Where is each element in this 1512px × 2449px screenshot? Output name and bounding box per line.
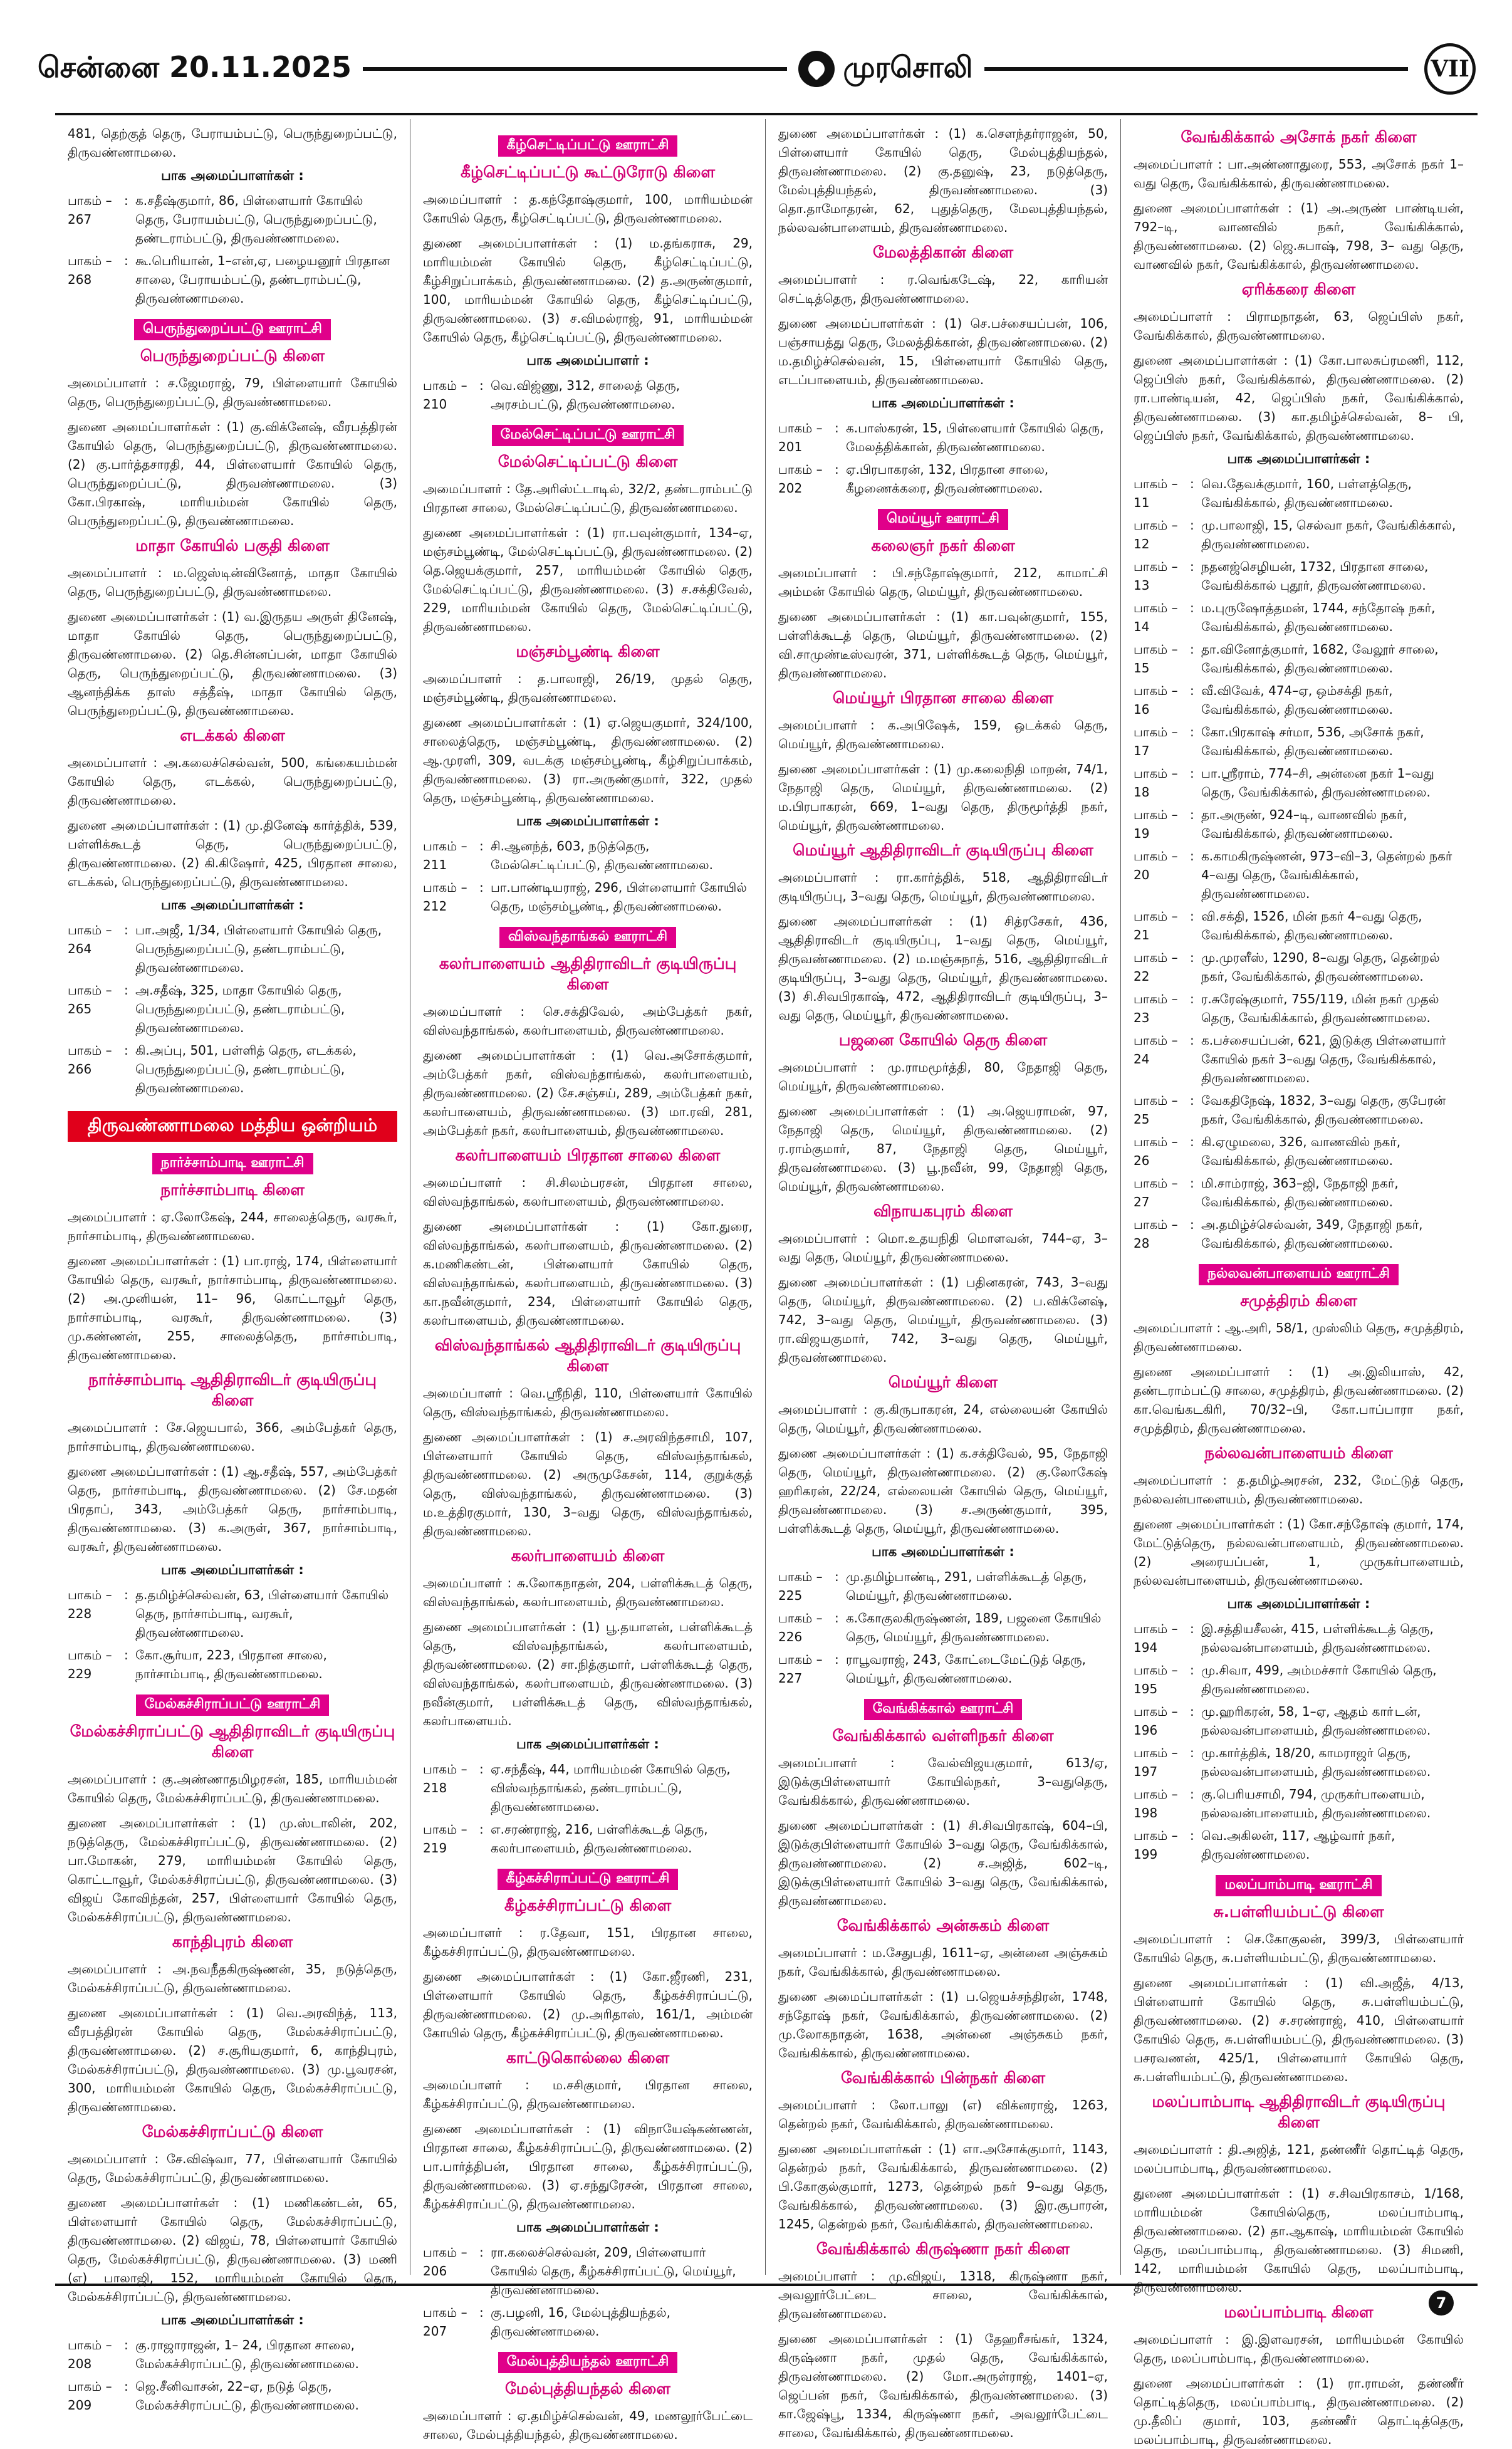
booth-entry: பாகம் – 13 : நதனஜ்செழியன், 1732, பிரதான சாலை, வேங்கிக்கால் புதூர், திருவண்ணாமலை. xyxy=(1134,557,1464,595)
booth-member: ஜெ.சீனிவாசன், 22–ஏ, நடுத் தெரு, மேல்கச்சிராப்பட்டு, திருவண்ணாமலை. xyxy=(135,2379,359,2413)
booth-number: பாகம் – 228 xyxy=(68,1587,112,1621)
booth-entry: பாகம் – 265 : அ.சதீஷ், 325, மாதா கோயில் தெரு, பெருந்துறைப்பட்டு, தண்டராம்பட்டு, திருவண்ணாமலை. xyxy=(68,981,397,1037)
booth-entry: பாகம் – 22 : மு.முரளீஸ், 1290, 8–வது தெரு, தென்றல் நகர், வேங்கிக்கால், திருவண்ணாமலை. xyxy=(1134,948,1464,986)
paragraph: துணை அமைப்பாளர்கள் : (1) மணிகண்டன், 65, பிள்ளையார் கோயில் தெரு, மேல்கச்சிராப்பட்டு, திருவண்ணாமலை. (2) விஜய், 78, பிள்ளையார் கோயில் தெரு, மேல்கச்சிராப்பட்டு, திருவண்ணாமலை. (3) மணி (எ) பாலாஜி, 152, மாரியம்மன் கோயில் தெரு, மேல்கச்சிராப்பட்டு, திருவண்ணாமலை. xyxy=(68,2195,397,2304)
booth-entry: பாகம் – 206 : ரா.கலைச்செல்வன், 209, பிள்ளையார் கோயில் தெரு, கீழ்கச்சிராப்பட்டு, மெய்யூர், திருவண்ணாமலை. xyxy=(423,2243,753,2299)
booth-number: பாகம் – 197 xyxy=(1134,1745,1178,1779)
booth-entry: பாகம் – 12 : மு.பாலாஜி, 15, செல்வா நகர், வேங்கிக்கால், திருவண்ணாமலை. xyxy=(1134,516,1464,553)
panchayat-label: கீழ்கச்சிராப்பட்டு ஊராட்சி xyxy=(498,1869,679,1890)
booth-heading: பாக அமைப்பாளர்கள் : xyxy=(161,1562,304,1577)
booth-number: பாகம் – 23 xyxy=(1134,991,1178,1025)
page-number-badge: 7 xyxy=(1429,2290,1454,2316)
branch-heading: எடக்கல் கிளை xyxy=(180,726,285,744)
branch-heading: மெய்யூர் கிளை xyxy=(888,1373,998,1391)
paragraph: துணை அமைப்பாளர்கள் : (1) மு.ஸ்டாலின், 202, நடுத்தெரு, மேல்கச்சிராப்பட்டு, திருவண்ணாமலை. (2) பா.மோகன், 279, மாரியம்மன் கோயில் தெரு, கொட்டாவூர், மேல்கச்சிராப்பட்டு, திருவண்ணாமலை. (3) விஜய் கோவிந்தன், 257, பிள்ளையார் கோயில் தெரு, மேல்கச்சிராப்பட்டு, திருவண்ணாமலை. xyxy=(68,1815,397,1924)
booth-member: க.காமகிருஷ்ணன், 973–வி–3, தென்றல் நகர் 4–வது தெரு, வேங்கிக்கால், திருவண்ணாமலை. xyxy=(1201,849,1452,901)
booth-entry: பாகம் – 26 : கி.ஏழுமலை, 326, வாணவில் நகர், வேங்கிக்கால், திருவண்ணாமலை. xyxy=(1134,1132,1464,1170)
paragraph: அமைப்பாளர் : சே.ஜெயபால், 366, அம்பேத்கர் தெரு, நார்சாம்பாடி, திருவண்ணாமலை. xyxy=(68,1420,397,1454)
paragraph: துணை அமைப்பாளர்கள் : (1) செ.பச்சையப்பன், 106, பஞ்சாயத்து தெரு, மேலத்திக்கான், திருவண்ணாமலை. (2) ம.தமிழ்ச்செல்வன், 15, பிள்ளையார் கோயில் தெரு, எடப்பாளையம், திருவண்ணாமலை. xyxy=(778,316,1108,387)
panchayat-heading xyxy=(423,1869,753,1890)
booth-entry: பாகம் – 16 : வீ.விவேக், 474–ஏ, ஒம்சக்தி நகர், வேங்கிக்கால், திருவண்ணாமலை. xyxy=(1134,681,1464,719)
panchayat-heading xyxy=(1134,1264,1464,1285)
booth-entry: பாகம் – 28 : அ.தமிழ்ச்செல்வன், 349, நேதாஜி நகர், வேங்கிக்கால், திருவண்ணாமலை. xyxy=(1134,1215,1464,1253)
panchayat-label: மேல்செட்டிப்பட்டு ஊராட்சி xyxy=(492,425,684,446)
booth-member: தா.அருண், 924–டி, வாணவில் நகர், வேங்கிக்கால், திருவண்ணாமலை. xyxy=(1201,807,1407,841)
paragraph: அமைப்பாளர் : ர.தேவா, 151, பிரதான சாலை, கீழ்கச்சிராப்பட்டு, திருவண்ணாமலை. xyxy=(423,1925,753,1959)
booth-entry: பாகம் – 198 : கு.பெரியசாமி, 794, முருகர்பாளையம், நல்லவன்பாளையம், திருவண்ணாமலை. xyxy=(1134,1785,1464,1822)
booth-number: பாகம் – 212 xyxy=(423,880,467,914)
masthead xyxy=(38,44,1476,94)
paragraph: அமைப்பாளர் : மொ.உதயநிதி மொளவன், 744–ஏ, 3–வது தெரு, மெய்யூர், திருவண்ணாமலை. xyxy=(778,1231,1108,1265)
booth-number: பாகம் – 18 xyxy=(1134,766,1178,800)
paragraph: துணை அமைப்பாளர்கள் : (1) தேஹரீசங்கர், 1324, கிருஷ்ணா நகர், முதல் தெரு, வேங்கிக்கால், திருவண்ணாமலை. (2) மோ.அருள்ராஜ், 1401–ஏ, ஜெப்பன் நகர், வேங்கிக்கால், திருவண்ணாமலை. (3) கா.ஜேஷ்பூ, 1334, கிருஷ்ணா நகர், அவலூர்பேட்டை சாலை, வேங்கிக்கால், திருவண்ணாமலை. xyxy=(778,2331,1108,2440)
booth-entry: பாகம் – 199 : வெ.அகிலன், 117, ஆழ்வார் நகர், திருவண்ணாமலை. xyxy=(1134,1826,1464,1864)
paragraph: அமைப்பாளர் : ச.ஜேமராஜ், 79, பிள்ளையார் கோயில் தெரு, பெருந்துறைப்பட்டு, திருவண்ணாமலை. xyxy=(68,375,397,409)
booth-number: பாகம் – 266 xyxy=(68,1043,112,1077)
booth-member: மி.சாம்ராஜ், 363–ஜி, நேதாஜி நகர், வேங்கிக்கால், திருவண்ணாமலை. xyxy=(1201,1176,1399,1209)
paragraph: துணை அமைப்பாளர்கள் : (1) சி.சிவபிரகாஷ், 604–பி, இடுக்குபிள்ளையார் கோயில் 3–வது தெரு, வேங்கிக்கால், திருவண்ணாமலை. (2) ச.அஜித், 602–டி, இடுக்குபிள்ளையார் கோயில் 3–வது தெரு, வேங்கிக்கால், திருவண்ணாமலை. xyxy=(778,1818,1108,1908)
branch-heading: நல்லவன்பாளையம் கிளை xyxy=(1204,1444,1393,1462)
paragraph: அமைப்பாளர் : த.பாலாஜி, 26/19, முதல் தெரு, மஞ்சம்பூண்டி, திருவண்ணாமலை. xyxy=(423,671,753,705)
panchayat-label: நார்ச்சாம்பாடி ஊராட்சி xyxy=(152,1153,313,1174)
paragraph: துணை அமைப்பாளர்கள் : (1) ச.அரவிந்தசாமி, 107, பிள்ளையார் கோயில் தெரு, விஸ்வந்தாங்கல், திருவண்ணாமலை. (2) அருமுகேசன், 114, குறுக்குத் தெரு, விஸ்வந்தாங்கல், திருவண்ணாமலை. (3) ம.உத்திரகுமார், 130, 3–வது தெரு, விஸ்வந்தாங்கல், திருவண்ணாமலை. xyxy=(423,1429,753,1538)
panchayat-heading xyxy=(423,927,753,948)
branch-heading: மலப்பாம்பாடி கிளை xyxy=(1224,2303,1374,2321)
branch-heading: பஜனை கோயில் தெரு கிளை xyxy=(838,1031,1048,1049)
panchayat-heading xyxy=(778,1699,1108,1720)
paragraph: அமைப்பாளர் : ரா.கார்த்திக், 518, ஆதிதிராவிடர் குடியிருப்பு, 3–வது தெரு, மெய்யூர், திருவண்ணாமலை. xyxy=(778,870,1108,904)
paragraph: துணை அமைப்பாளர்கள் : (1) ச.சிவபிரகாசம், 1/168, மாரியம்மன் கோயில்தெரு, மலப்பாம்பாடி, திருவண்ணாமலை. (2) தா.ஆகாஷ், மாரியம்மன் கோயில் தெரு, மலப்பாம்பாடி, திருவண்ணாமலை. (3) சிமணி, 142, மாரியம்மன் கோயில் தெரு, மலப்பாம்பாடி, திருவண்ணாமலை. xyxy=(1134,2186,1464,2295)
paragraph: துணை அமைப்பாளர்கள் : (1) ஆ.சதீஷ், 557, அம்பேத்கர் தெரு, நார்சாம்பாடி, திருவண்ணாமலை. (2) சே.மதன் பிரதாப், 343, அம்பேத்கர் தெரு, நார்சாம்பாடி, திருவண்ணாமலை. (3) க.அருள், 367, நார்சாம்பாடி, வரகூர், திருவண்ணாமலை. xyxy=(68,1464,397,1554)
booth-number: பாகம் – 28 xyxy=(1134,1217,1178,1251)
paragraph: துணை அமைப்பாளர்கள் : (1) அ.ஜெயராமன், 97, நேதாஜி தெரு, மெய்யூர், திருவண்ணாமலை. (2) ர.ராம்குமார், 87, நேதாஜி தெரு, மெய்யூர், திருவண்ணாமலை. (3) பூ.நவீன், 99, நேதாஜி தெரு, மெய்யூர், திருவண்ணாமலை. xyxy=(778,1104,1108,1194)
booth-member: மு.ஹரிகரன், 58, 1–ஏ, ஆதம் காா்டன், நல்லவன்பாளையம், திருவண்ணாமலை. xyxy=(1201,1704,1431,1738)
booth-entry: பாகம் – 264 : பா.அஜீ, 1/34, பிள்ளையார் கோயில் தெரு, பெருந்துறைப்பட்டு, தண்டராம்பட்டு, திருவண்ணாமலை. xyxy=(68,921,397,977)
paragraph: துணை அமைப்பாளர்கள் : (1) பூ.தயாளன், பள்ளிக்கூடத் தெரு, விஸ்வந்தாங்கல், கலர்பாளையம், திருவண்ணாமலை. (2) சா.நித்குமார், பள்ளிக்கூடத் தெரு, விஸ்வந்தாங்கல், கலர்பாளையம், திருவண்ணாமலை. (3) நவீன்குமார், பள்ளிக்கூடத் தெரு, விஸ்வந்தாங்கல், கலர்பாளையம். xyxy=(423,1619,753,1728)
booth-member: சி.ஆனந்த், 603, நடுத்தெரு, மேல்செட்டிப்பட்டு, திருவண்ணாமலை. xyxy=(491,838,714,872)
booth-number: பாகம் – 219 xyxy=(423,1822,467,1856)
branch-heading: மேல்புத்தியந்தல் கிளை xyxy=(505,2379,670,2398)
paragraph: அமைப்பாளர் : க.அபிஷேக், 159, ஒடக்கல் தெரு, மெய்யூர், திருவண்ணாமலை. xyxy=(778,718,1108,751)
booth-entry: பாகம் – 218 : ஏ.சந்தீஷ், 44, மாரியம்மன் கோயில் தெரு, விஸ்வந்தாங்கல், தண்டராம்பட்டு, திருவண்ணாமலை. xyxy=(423,1760,753,1816)
booth-entry: பாகம் – 226 : க.கோகுலகிருஷ்ணன், 189, பஜனை கோயில் தெரு, மெய்யூர், திருவண்ணாமலை. xyxy=(778,1609,1108,1646)
booth-entry: பாகம் – 195 : மு.சிவா, 499, அம்மச்சார் கோயில் தெரு, திருவண்ணாமலை. xyxy=(1134,1661,1464,1698)
booth-number: பாகம் – 210 xyxy=(423,378,467,412)
paragraph: துணை அமைப்பாளர்கள் : (1) பதினகரன், 743, 3–வது தெரு, மெய்யூர், திருவண்ணாமலை. (2) ப.விக்னேஷ், 742, 3–வது தெரு, மெய்யூர், திருவண்ணாமலை. (3) ரா.விஜயகுமார், 742, 3–வது தெரு, மெய்யூர், திருவண்ணாமலை. xyxy=(778,1275,1108,1365)
booth-member: மு.பாலாஜி, 15, செல்வா நகர், வேங்கிக்கால், திருவண்ணாமலை. xyxy=(1201,518,1456,551)
booth-member: ர.சுரேஷ்குமார், 755/119, மின் நகர் முதல் தெரு, வேங்கிக்கால், திருவண்ணாமலை. xyxy=(1201,991,1439,1025)
booth-number: பாகம் – 206 xyxy=(423,2245,467,2279)
article-columns xyxy=(55,119,1478,2447)
paragraph: துணை அமைப்பாளர்கள் : (1) வெ.அரவிந்த், 113, வீரபத்திரன் கோயில் தெரு, மேல்கச்சிராப்பட்டு, திருவண்ணாமலை. (2) ச.சூரியகுமார், 6, காந்திபுரம், மேல்கச்சிராப்பட்டு, திருவண்ணாமலை. (3) மு.பூவரசன், 300, மாரியம்மன் கோயில் தெரு, மேல்கச்சிராப்பட்டு, திருவண்ணாமலை. xyxy=(68,2005,397,2114)
booth-member: க.பாஸ்கரன், 15, பிள்ளையார் கோயில் தெரு, மேலத்திக்கான், திருவண்ணாமலை. xyxy=(846,420,1104,454)
booth-entry: பாகம் – 212 : பா.பாண்டியராஜ், 296, பிள்ளையார் கோயில் தெரு, மஞ்சம்பூண்டி, திருவண்ணாமலை. xyxy=(423,878,753,916)
booth-entry: பாகம் – 20 : க.காமகிருஷ்ணன், 973–வி–3, தென்றல் நகர் 4–வது தெரு, வேங்கிக்கால், திருவண்ணாமலை. xyxy=(1134,847,1464,903)
panchayat-label: மேல்கச்சிராப்பட்டு ஊராட்சி xyxy=(136,1694,330,1716)
booth-entry: பாகம் – 229 : கோ.சூர்யா, 223, பிரதான சாலை, நார்சாம்பாடி, திருவண்ணாமலை. xyxy=(68,1646,397,1683)
paragraph: அமைப்பாளர் : அ.கலைச்செல்வன், 500, கங்கையம்மன் கோயில் தெரு, எடக்கல், பெருந்துறைப்பட்டு, திருவண்ணாமலை. xyxy=(68,755,397,808)
paragraph: அமைப்பாளர் : ஆ.அரி, 58/1, முஸ்லிம் தெரு, சமுத்திரம், திருவண்ணாமலை. xyxy=(1134,1320,1464,1354)
newspaper-logo xyxy=(798,50,973,88)
paragraph: அமைப்பாளர் : சு.லோகநாதன், 204, பள்ளிக்கூடத் தெரு, விஸ்வந்தாங்கல், கலர்பாளையம், திருவண்ணாமலை. xyxy=(423,1575,753,1609)
paragraph: அமைப்பாளர் : கு.கிருபாகரன், 24, எல்லையன் கோயில் தெரு, மெய்யூர், திருவண்ணாமலை. xyxy=(778,1402,1108,1436)
branch-heading: வேங்கிக்கால் வள்ளிநகர் கிளை xyxy=(832,1726,1054,1745)
booth-heading: பாக அமைப்பாளர்கள் : xyxy=(872,395,1014,410)
paragraph: அமைப்பாளர் : செ.சக்திவேல், அம்பேத்கர் நகர், விஸ்வந்தாங்கல், கலர்பாளையம், திருவண்ணாமலை. xyxy=(423,1004,753,1038)
paragraph: துணை அமைப்பாளர்கள் : (1) க.சௌந்தர்ராஜன், 50, பிள்ளையார் கோயில் தெரு, மேல்புத்தியந்தல், திருவண்ணாமலை. (2) கு.தனுஷ், 23, நடுத்தெரு, மேல்புத்தியந்தல், திருவண்ணாமலை. (3) தொ.தாமோதரன், 62, புதுத்தெரு, மேலபுத்தியந்தல், நல்லவன்பாளையம், திருவண்ணாமலை. xyxy=(778,126,1108,235)
booth-heading: பாக அமைப்பாளர்கள் : xyxy=(872,1544,1014,1559)
booth-member: நதனஜ்செழியன், 1732, பிரதான சாலை, வேங்கிக்கால் புதூர், திருவண்ணாமலை. xyxy=(1201,559,1429,593)
panchayat-label: மேல்புத்தியந்தல் ஊராட்சி xyxy=(498,2352,678,2373)
branch-heading: நார்ச்சாம்பாடி ஆதிதிராவிடர் குடியிருப்பு கிளை xyxy=(88,1371,377,1409)
booth-number: பாகம் – 27 xyxy=(1134,1176,1178,1209)
paragraph: துணை அமைப்பாளர்கள் : (1) வ.இருதய அருள் தினேஷ், மாதா கோயில் தெரு, பெருந்துறைப்பட்டு, திருவண்ணாமலை. (2) தெ.சின்னப்பன், மாதா கோயில் தெரு, பெருந்துறைப்பட்டு, திருவண்ணாமலை. (3) ஆனந்திக்க தாஸ் சத்தீஷ், மாதா கோயில் தெரு, பெருந்துறைப்பட்டு, திருவண்ணாமலை. xyxy=(68,609,397,718)
paragraph: அமைப்பாளர் : மு.விஜய், 1318, கிருஷ்ணா நகர், அவலூர்பேட்டை சாலை, வேங்கிக்கால், திருவண்ணாமலை. xyxy=(778,2269,1108,2321)
branch-heading: மெய்யூர் பிரதான சாலை கிளை xyxy=(832,689,1054,707)
booth-entry: பாகம் – 11 : வெ.தேவக்குமார், 160, பள்ளத்தெரு, வேங்கிக்கால், திருவண்ணாமலை. xyxy=(1134,474,1464,512)
booth-number: பாகம் – 227 xyxy=(778,1652,823,1686)
branch-heading: விஸ்வந்தாங்கல் ஆதிதிராவிடர் குடியிருப்பு கிளை xyxy=(434,1336,741,1375)
panchayat-heading xyxy=(423,2352,753,2373)
paragraph: துணை அமைப்பாளர்கள் : (1) கோ.ஜீரணி, 231, பிள்ளையார் கோயில் தெரு, கீழ்கச்சிராப்பட்டு, திருவண்ணாமலை. (2) மு.அரிதாஸ், 161/1, அம்மன் கோயில் தெரு, கீழ்கச்சிராப்பட்டு, திருவண்ணாமலை. xyxy=(423,1969,753,2040)
booth-number: பாகம் – 16 xyxy=(1134,683,1178,717)
booth-heading: பாக அமைப்பாளர்கள் : xyxy=(161,897,304,912)
branch-heading: காட்டுகொல்லை கிளை xyxy=(506,2049,670,2067)
paragraph: துணை அமைப்பாளர்கள் : (1) ம.தங்கராசு, 29, மாரியம்மன் கோயில் தெரு, கீழ்செட்டிப்பட்டு, கீழ்சிறுப்பாக்கம், திருவண்ணாமலை. (2) த.அருண்குமார், 100, மாரியம்மன் கோயில் தெரு, கீழ்செட்டிப்பட்டு, திருவண்ணாமலை. (3) ச.விமல்ராஜ், 91, மாரியம்மன் கோயில் தெரு, கீழ்செட்டிப்பட்டு, திருவண்ணாமலை. xyxy=(423,236,753,345)
column-1 xyxy=(55,119,410,2413)
booth-entry: பாகம் – 219 : எ.சரண்ராஜ், 216, பள்ளிக்கூடத் தெரு, கலர்பாளையம், திருவண்ணாமலை. xyxy=(423,1820,753,1857)
paragraph: அமைப்பாளர் : ஏ.தமிழ்ச்செல்வன், 49, மணலூர்பேட்டை சாலை, மேல்புத்தியந்தல், திருவண்ணாமலை. xyxy=(423,2408,753,2442)
paragraph: அமைப்பாளர் : த.தமிழ்அரசன், 232, மேட்டுத் தெரு, நல்லவன்பாளையம், திருவண்ணாமலை. xyxy=(1134,1473,1464,1506)
paragraph: துணை அமைப்பாளர்கள் : (1) கோ.பாலசுப்ரமணி, 112, ஜெப்பிஸ் நகர், வேங்கிக்கால், திருவண்ணாமலை. (2) ரா.பாண்டியன், 42, ஜெப்பிஸ் நகர், வேங்கிக்கால், திருவண்ணாமலை. (3) கா.தமிழ்ச்செல்வன், 8– பி, ஜெப்பிஸ் நகர், வேங்கிக்கால், திருவண்ணாமலை. xyxy=(1134,353,1464,443)
panchayat-label: மெய்யூர் ஊராட்சி xyxy=(878,509,1008,530)
booth-heading: பாக அமைப்பாளர்கள் : xyxy=(516,813,659,828)
booth-member: வேகதிநேஷ், 1832, 3–வது தெரு, குபேரன் நகர், வேங்கிக்கால், திருவண்ணாமலை. xyxy=(1201,1093,1446,1127)
paragraph: துணை அமைப்பாளர்கள் : (1) அ.அருண் பாண்டியன், 792–டி, வாணவில் நகர், வேங்கிக்கால், திருவண்ணாமலை. (2) ஜெ.சுபாஷ், 798, 3– வது தெரு, வாணவில் நகர், வேங்கிக்கால், திருவண்ணாமலை. xyxy=(1134,201,1464,272)
booth-number: பாகம் – 265 xyxy=(68,983,112,1016)
paragraph: அமைப்பாளர் : சே.விஷ்வா, 77, பிள்ளையார் கோயில் தெரு, மேல்கச்சிராப்பட்டு, திருவண்ணாமலை. xyxy=(68,2151,397,2185)
booth-member: வெ.தேவக்குமார், 160, பள்ளத்தெரு, வேங்கிக்கால், திருவண்ணாமலை. xyxy=(1201,476,1412,510)
paragraph: துணை அமைப்பாளர்கள் : (1) பா.ராஜ், 174, பிள்ளையார் கோயில் தெரு, வரகூர், நார்சாம்பாடி, திருவண்ணாமலை. (2) அ.முனியன், 11– 96, கொட்டாவூர் தெரு, நார்சாம்பாடி, வரகூர், திருவண்ணாமலை. (3) மு.கண்ணன், 255, சாலைத்தெரு, நார்சாம்பாடி, திருவண்ணாமலை. xyxy=(68,1253,397,1362)
branch-heading: மாதா கோயில் பகுதி கிளை xyxy=(135,536,330,555)
booth-member: மு.முரளீஸ், 1290, 8–வது தெரு, தென்றல் நகர், வேங்கிக்கால், திருவண்ணாமலை. xyxy=(1201,950,1440,984)
paragraph: துணை அமைப்பாளர்கள் : (1) மு.கலைநிதி மாறன், 74/1, நேதாஜி தெரு, மெய்யூர், திருவண்ணாமலை. (2) ம.பிரபாகரன், 669, 1–வது தெரு, திருமூர்த்தி நகர், மெய்யூர், திருவண்ணாமலை. xyxy=(778,761,1108,833)
booth-entry: பாகம் – 18 : பா.ஸ்ரீராம், 774–சி, அன்னை நகர் 1–வது தெரு, வேங்கிக்கால், திருவண்ணாமலை. xyxy=(1134,764,1464,802)
booth-entry: பாகம் – 267 : க.சதீஷ்குமார், 86, பிள்ளையார் கோயில் தெரு, பேராயம்பட்டு, பெருந்துறைப்பட்டு, தண்டராம்பட்டு, திருவண்ணாமலை. xyxy=(68,191,397,248)
booth-entry: பாகம் – 208 : கு.ராஜாராஜன், 1– 24, பிரதான சாலை, மேல்கச்சிராப்பட்டு, திருவண்ணாமலை. xyxy=(68,2336,397,2373)
booth-entry: பாகம் – 23 : ர.சுரேஷ்குமார், 755/119, மின் நகர் முதல் தெரு, வேங்கிக்கால், திருவண்ணாமலை. xyxy=(1134,990,1464,1027)
booth-heading: பாக அமைப்பாளர் : xyxy=(526,353,649,368)
union-banner: திருவண்ணாமலை மத்திய ஒன்றியம் xyxy=(68,1111,397,1142)
booth-entry: பாகம் – 194 : இ.சத்தியசீலன், 415, பள்ளிக்கூடத் தெரு, நல்லவன்பாளையம், திருவண்ணாமலை. xyxy=(1134,1619,1464,1657)
paragraph: அமைப்பாளர் : ம.ஜெஸ்டின்வினோத், மாதா கோயில் தெரு, பெருந்துறைப்பட்டு, திருவண்ணாமலை. xyxy=(68,565,397,599)
paragraph: அமைப்பாளர் : செ.கோகுலன், 399/3, பிள்ளையார் கோயில் தெரு, சு.பள்ளியம்பட்டு, திருவண்ணாமலை. xyxy=(1134,1931,1464,1965)
paragraph: துணை அமைப்பாளர்கள் : (1) வி.அஜீத், 4/13, பிள்ளையார் கோயில் தெரு, சு.பள்ளியம்பட்டு, திருவண்ணாமலை. (2) ச.சரண்ராஜ், 410, பிள்ளையார் கோயில் தெரு, சு.பள்ளியம்பட்டு, திருவண்ணாமலை. (3) பசரவணன், 425/1, பிள்ளையார் கோயில் தெரு, சு.பள்ளியம்பட்டு, திருவண்ணாமலை. xyxy=(1134,1975,1464,2084)
booth-number: பாகம் – 225 xyxy=(778,1569,823,1603)
booth-number: பாகம் – 209 xyxy=(68,2379,112,2413)
paragraph: அமைப்பாளர் : இ.இளவரசன், மாரியம்மன் கோயில் தெரு, மலப்பாம்பாடி, திருவண்ணாமலை. xyxy=(1134,2332,1464,2366)
branch-heading: சமுத்திரம் கிளை xyxy=(1240,1292,1357,1310)
booth-member: க.கோகுலகிருஷ்ணன், 189, பஜனை கோயில் தெரு, மெய்யூர், திருவண்ணாமலை. xyxy=(846,1611,1102,1644)
booth-entry: பாகம் – 25 : வேகதிநேஷ், 1832, 3–வது தெரு, குபேரன் நகர், வேங்கிக்கால், திருவண்ணாமலை. xyxy=(1134,1091,1464,1129)
booth-member: க.பச்சையப்பன், 621, இடுக்கு பிள்ளையார் கோயில் நகர் 3–வது தெரு, வேங்கிக்கால், திருவண்ணாமலை. xyxy=(1201,1033,1446,1085)
booth-member: கு.பெரியசாமி, 794, முருகர்பாளையம், நல்லவன்பாளையம், திருவண்ணாமலை. xyxy=(1201,1787,1431,1820)
paragraph: துணை அமைப்பாளர்கள் : (1) ஏ.ஜெயகுமார், 324/100, சாலைத்தெரு, மஞ்சம்பூண்டி, திருவண்ணாமலை. (2) ஆ.முரளி, 309, வடக்கு மஞ்சம்பூண்டி, கீழ்சிறுப்பாக்கம், திருவண்ணாமலை. (3) ரா.அருண்குமார், 322, முதல் தெரு, மஞ்சம்பூண்டி, திருவண்ணாமலை. xyxy=(423,715,753,805)
booth-entry: பாகம் – 228 : த.தமிழ்ச்செல்வன், 63, பிள்ளையார் கோயில் தெரு, நார்சாம்பாடி, வரகூர், திருவண்ணாமலை. xyxy=(68,1585,397,1642)
paragraph: அமைப்பாளர் : ம.சசிகுமார், பிரதான சாலை, கீழ்கச்சிராப்பட்டு, திருவண்ணாமலை. xyxy=(423,2077,753,2111)
booth-entry: பாகம் – 210 : வெ.விஜ்ணு, 312, சாலைத் தெரு, அரசம்பட்டு, திருவண்ணாமலை. xyxy=(423,376,753,414)
booth-number: பாகம் – 226 xyxy=(778,1611,823,1644)
booth-member: கி.ஏழுமலை, 326, வாணவில் நகர், வேங்கிக்கால், திருவண்ணாமலை. xyxy=(1201,1134,1401,1168)
booth-number: பாகம் – 25 xyxy=(1134,1093,1178,1127)
booth-number: பாகம் – 22 xyxy=(1134,950,1178,984)
booth-member: வி.சக்தி, 1526, மின் நகர் 4–வது தெரு, வேங்கிக்கால், திருவண்ணாமலை. xyxy=(1201,909,1422,943)
paragraph: துணை அமைப்பாளர்கள் : (1) கு.விக்னேஷ், வீரபத்திரன் கோயில் தெரு, பெருந்துறைப்பட்டு, திருவண்ணாமலை. (2) கு.பார்த்தசாரதி, 44, பிள்ளையார் கோயில் தெரு, பெருந்துறைப்பட்டு, திருவண்ணாமலை. (3) கோ.பிரகாஷ், மாரியம்மன் கோயில் தெரு, பெருந்துறைப்பட்டு, திருவண்ணாமலை. xyxy=(68,419,397,528)
booth-member: அ.சதீஷ், 325, மாதா கோயில் தெரு, பெருந்துறைப்பட்டு, தண்டராம்பட்டு, திருவண்ணாமலை. xyxy=(135,983,345,1035)
panchayat-label: நல்லவன்பாளையம் ஊராட்சி xyxy=(1199,1264,1399,1285)
booth-entry: பாகம் – 202 : ஏ.பிரபாகரன், 132, பிரதான சாலை, கீழணைக்கரை, திருவண்ணாமலை. xyxy=(778,460,1108,498)
booth-member: ராபூவராஜ், 243, கோட்டைமேட்டுத் தெரு, மெய்யூர், திருவண்ணாமலை. xyxy=(846,1652,1087,1686)
booth-heading: பாக அமைப்பாளர்கள் : xyxy=(161,168,304,183)
panchayat-label: பெருந்துறைப்பட்டு ஊராட்சி xyxy=(134,319,331,340)
booth-entry: பாகம் – 14 : ம.புருஷோத்தமன், 1744, சந்தோஷ் நகர், வேங்கிக்கால், திருவண்ணாமலை. xyxy=(1134,598,1464,636)
panchayat-heading xyxy=(68,1153,397,1174)
paragraph: துணை அமைப்பாளர்கள் : (1) எா.அசோக்குமார், 1143, தென்றல் நகர், வேங்கிக்கால், திருவண்ணாமலை. (2) பி.கோகுல்குமார், 1273, தென்றல் நகர் 9–வது தெரு, வேங்கிக்கால், திருவண்ணாமலை. (3) இர.சூபாரன், 1245, தென்றல் நகர், வேங்கிக்கால், திருவண்ணாமலை. xyxy=(778,2141,1108,2232)
booth-number: பாகம் – 268 xyxy=(68,253,112,287)
booth-number: பாகம் – 14 xyxy=(1134,600,1178,634)
panchayat-heading xyxy=(778,509,1108,530)
branch-heading: ஏரிக்கரை கிளை xyxy=(1241,280,1356,298)
booth-number: பாகம் – 26 xyxy=(1134,1134,1178,1168)
masthead-rule-right xyxy=(984,67,1408,71)
booth-member: கோ.பிரகாஷ் சர்மா, 536, அசோக் நகர், வேங்கிக்கால், திருவண்ணாமலை. xyxy=(1201,724,1424,758)
booth-member: வெ.அகிலன், 117, ஆழ்வார் நகர், திருவண்ணாமலை. xyxy=(1201,1828,1395,1862)
paragraph: அமைப்பாளர் : பிராமநாதன், 63, ஜெப்பிஸ் நகர், வேங்கிக்கால், திருவண்ணாமலை. xyxy=(1134,309,1464,343)
branch-heading: வேங்கிக்கால் பின்நகர் கிளை xyxy=(840,2069,1046,2087)
paragraph: அமைப்பாளர் : லோ.பாலு (எ) விக்னராஜ், 1263, தென்றல் நகர், வேங்கிக்கால், திருவண்ணாமலை. xyxy=(778,2097,1108,2131)
paragraph: துணை அமைப்பாளர் : (1) அ.இலியாஸ், 42, தண்டராம்பட்டு சாலை, சமுத்திரம், திருவண்ணாமலை. (2) கா.வெங்கடகிரி, 70/32–பி, கோ.பாப்பாரா நகர், சமுத்திரம், திருவண்ணாமலை. xyxy=(1134,1364,1464,1436)
booth-entry: பாகம் – 196 : மு.ஹரிகரன், 58, 1–ஏ, ஆதம் காா்டன், நல்லவன்பாளையம், திருவண்ணாமலை. xyxy=(1134,1702,1464,1740)
booth-member: மு.கார்த்திக், 18/20, காமராஜர் தெரு, நல்லவன்பாளையம், திருவண்ணாமலை. xyxy=(1201,1745,1431,1779)
booth-entry: பாகம் – 24 : க.பச்சையப்பன், 621, இடுக்கு பிள்ளையார் கோயில் நகர் 3–வது தெரு, வேங்கிக்கால், திருவண்ணாமலை. xyxy=(1134,1031,1464,1087)
column-4 xyxy=(1121,119,1476,2447)
booth-member: இ.சத்தியசீலன், 415, பள்ளிக்கூடத் தெரு, நல்லவன்பாளையம், திருவண்ணாமலை. xyxy=(1201,1621,1434,1655)
panchayat-label: கீழ்செட்டிப்பட்டு ஊராட்சி xyxy=(498,135,678,157)
paragraph: அமைப்பாளர் : பா.அண்ணாதுரை, 553, அசோக் நகர் 1–வது தெரு, வேங்கிக்கால், திருவண்ணாமலை. xyxy=(1134,157,1464,191)
branch-heading: கலர்பாளையம் கிளை xyxy=(511,1547,665,1565)
booth-member: வீ.விவேக், 474–ஏ, ஒம்சக்தி நகர், வேங்கிக்கால், திருவண்ணாமலை. xyxy=(1201,683,1393,717)
booth-member: கு.ராஜாராஜன், 1– 24, பிரதான சாலை, மேல்கச்சிராப்பட்டு, திருவண்ணாமலை. xyxy=(135,2337,359,2371)
booth-entry: பாகம் – 268 : கூ.பெரியான், 1–என்,ஏ, பழையனூர் பிரதான சாலை, பேராயம்பட்டு, தண்டராம்பட்டு, திருவண்ணாமலை. xyxy=(68,251,397,308)
branch-heading: வேங்கிக்கால் கிருஷ்ணா நகர் கிளை xyxy=(816,2240,1070,2258)
branch-heading: மேல்செட்டிப்பட்டு கிளை xyxy=(498,452,678,471)
masthead-rule xyxy=(363,67,786,71)
booth-member: எ.சரண்ராஜ், 216, பள்ளிக்கூடத் தெரு, கலர்பாளையம், திருவண்ணாமலை. xyxy=(491,1822,708,1856)
booth-heading: பாக அமைப்பாளர்கள் : xyxy=(161,2312,304,2327)
booth-number: பாகம் – 19 xyxy=(1134,807,1178,841)
booth-number: பாகம் – 13 xyxy=(1134,559,1178,593)
booth-number: பாகம் – 218 xyxy=(423,1762,467,1795)
paragraph: அமைப்பாளர் : சி.சிலம்பரசன், பிரதான சாலை, விஸ்வந்தாங்கல், கலர்பாளையம், திருவண்ணாமலை. xyxy=(423,1175,753,1209)
booth-member: தா.வினோத்குமார், 1682, வேலூர் சாலை, வேங்கிக்கால், திருவண்ணாமலை. xyxy=(1201,642,1439,676)
paragraph: துணை அமைப்பாளர்கள் : (1) வெ.அசோக்குமார், அம்பேத்கர் நகர், விஸ்வந்தாங்கல், கலர்பாளையம், திருவண்ணாமலை. (2) சே.சஞ்சய், 289, அம்பேத்கர் நகர், கலர்பாளையம், திருவண்ணாமலை. (3) மா.ரவி, 281, அம்பேத்கர் நகர், கலர்பாளையம், திருவண்ணாமலை. xyxy=(423,1048,753,1138)
booth-entry: பாகம் – 197 : மு.கார்த்திக், 18/20, காமராஜர் தெரு, நல்லவன்பாளையம், திருவண்ணாமலை. xyxy=(1134,1743,1464,1781)
booth-number: பாகம் – 199 xyxy=(1134,1828,1178,1862)
booth-member: பா.பாண்டியராஜ், 296, பிள்ளையார் கோயில் தெரு, மஞ்சம்பூண்டி, திருவண்ணாமலை. xyxy=(491,880,747,914)
booth-number: பாகம் – 11 xyxy=(1134,476,1178,510)
paragraph: அமைப்பாளர் : ஏ.லோகேஷ், 244, சாலைத்தெரு, வரகூர், நார்சாம்பாடி, திருவண்ணாமலை. xyxy=(68,1209,397,1243)
booth-entry: பாகம் – 225 : மு.தமிழ்பாண்டி, 291, பள்ளிக்கூடத் தெரு, மெய்யூர், திருவண்ணாமலை. xyxy=(778,1567,1108,1605)
branch-heading: விநாயகபுரம் கிளை xyxy=(873,1202,1013,1220)
booth-member: ரா.கலைச்செல்வன், 209, பிள்ளையார் கோயில் தெரு, கீழ்கச்சிராப்பட்டு, மெய்யூர், திருவண்ணாமலை. xyxy=(491,2245,736,2297)
booth-member: த.தமிழ்ச்செல்வன், 63, பிள்ளையார் கோயில் தெரு, நார்சாம்பாடி, வரகூர், திருவண்ணாமலை. xyxy=(135,1587,389,1640)
paragraph: துணை அமைப்பாளர்கள் : (1) கா.பவுன்குமார், 155, பள்ளிக்கூடத் தெரு, மெய்யூர், திருவண்ணாமலை. (2) வி.சாமுண்டீஸ்வரன், 371, பள்ளிக்கூடத் தெரு, மெய்யூர், திருவண்ணாமலை. xyxy=(778,609,1108,681)
booth-number: பாகம் – 207 xyxy=(423,2305,467,2339)
column-3 xyxy=(766,119,1121,2440)
branch-heading: கீழ்கச்சிராப்பட்டு கிளை xyxy=(504,1896,672,1914)
booth-number: பாகம் – 267 xyxy=(68,193,112,227)
booth-number: பாகம் – 21 xyxy=(1134,909,1178,943)
booth-entry: பாகம் – 17 : கோ.பிரகாஷ் சர்மா, 536, அசோக் நகர், வேங்கிக்கால், திருவண்ணாமலை. xyxy=(1134,723,1464,760)
edition-date: சென்னை 20.11.2025 xyxy=(38,50,352,84)
booth-number: பாகம் – 208 xyxy=(68,2337,112,2371)
booth-number: பாகம் – 201 xyxy=(778,420,823,454)
branch-heading: மஞ்சம்பூண்டி கிளை xyxy=(516,642,660,661)
branch-heading: கலைஞர் நகர் கிளை xyxy=(871,536,1015,555)
newspaper-name: முரசொலி xyxy=(843,50,973,84)
panchayat-heading xyxy=(68,319,397,340)
paragraph: அமைப்பாளர் : வெ.ஸ்ரீநிதி, 110, பிள்ளையார் கோயில் தெரு, விஸ்வந்தாங்கல், திருவண்ணாமலை. xyxy=(423,1386,753,1419)
booth-entry: பாகம் – 19 : தா.அருண், 924–டி, வாணவில் நகர், வேங்கிக்கால், திருவண்ணாமலை. xyxy=(1134,805,1464,843)
booth-member: ம.புருஷோத்தமன், 1744, சந்தோஷ் நகர், வேங்கிக்கால், திருவண்ணாமலை. xyxy=(1201,600,1436,634)
paragraph: துணை அமைப்பாளர்கள் : (1) ரா.ராமன், தண்ணீர் தொட்டித்தெரு, மலப்பாம்பாடி, திருவண்ணாமலை. (2) மு.தீலிப் குமார், 103, தண்ணீர் தொட்டித்தெரு, மலப்பாம்பாடி, திருவண்ணாமலை. xyxy=(1134,2376,1464,2447)
booth-member: க.சதீஷ்குமார், 86, பிள்ளையார் கோயில் தெரு, பேராயம்பட்டு, பெருந்துறைப்பட்டு, தண்டராம்பட்டு, திருவண்ணாமலை. xyxy=(135,193,377,246)
booth-member: கி.அப்பு, 501, பள்ளித் தெரு, எடக்கல், பெருந்துறைப்பட்டு, தண்டராம்பட்டு, திருவண்ணாமலை. xyxy=(135,1043,357,1095)
panchayat-heading xyxy=(423,135,753,157)
paragraph: 481, தெற்குத் தெரு, பேராயம்பட்டு, பெருந்துறைப்பட்டு, திருவண்ணாமலை. xyxy=(68,126,397,160)
booth-heading: பாக அமைப்பாளர்கள் : xyxy=(516,2220,659,2235)
branch-heading: கலர்பாளையம் ஆதிதிராவிடர் குடியிருப்பு கிளை xyxy=(439,954,737,993)
booth-number: பாகம் – 196 xyxy=(1134,1704,1178,1738)
paragraph: அமைப்பாளர் : அ.நவநீதகிருஷ்ணன், 35, நடுத்தெரு, மேல்கச்சிராப்பட்டு, திருவண்ணாமலை. xyxy=(68,1961,397,1995)
paragraph: அமைப்பாளர் : பி.சந்தோஷ்குமார், 212, காமாட்சி அம்மன் கோயில் தெரு, மெய்யூர், திருவண்ணாமலை. xyxy=(778,565,1108,599)
paragraph: அமைப்பாளர் : மு.ராமமூர்த்தி, 80, நேதாஜி தெரு, மெய்யூர், திருவண்ணாமலை. xyxy=(778,1060,1108,1094)
paragraph: துணை அமைப்பாளர்கள் : (1) கோ.சந்தோஷ் குமார், 174, மேட்டுத்தெரு, நல்லவன்பாளையம், திருவண்ணாமலை. (2) அரையப்பன், 1, முருகர்பாளையம், நல்லவன்பாளையம், திருவண்ணாமலை. xyxy=(1134,1517,1464,1588)
booth-member: மு.சிவா, 499, அம்மச்சார் கோயில் தெரு, திருவண்ணாமலை. xyxy=(1201,1663,1437,1696)
branch-heading: கீழ்செட்டிப்பட்டு கூட்டுரோடு கிளை xyxy=(460,163,716,181)
booth-number: பாகம் – 264 xyxy=(68,922,112,956)
paragraph: அமைப்பாளர் : கு.அண்ணாதமிழரசன், 185, மாரியம்மன் கோயில் தெரு, மேல்கச்சிராப்பட்டு, திருவண்ணாமலை. xyxy=(68,1772,397,1805)
paragraph: அமைப்பாளர் : ர.வெங்கடேஷ், 22, காரியன் செட்டித்தெரு, திருவண்ணாமலை. xyxy=(778,272,1108,306)
booth-entry: பாகம் – 207 : கு.பழனி, 16, மேல்புத்தியந்தல், திருவண்ணாமலை. xyxy=(423,2303,753,2341)
booth-number: பாகம் – 202 xyxy=(778,462,823,496)
booth-number: பாகம் – 24 xyxy=(1134,1033,1178,1067)
booth-member: ஏ.பிரபாகரன், 132, பிரதான சாலை, கீழணைக்கரை, திருவண்ணாமலை. xyxy=(846,462,1049,496)
branch-heading: மலப்பாம்பாடி ஆதிதிராவிடர் குடியிருப்பு கிளை xyxy=(1152,2092,1446,2131)
booth-heading: பாக அமைப்பாளர்கள் : xyxy=(1227,1596,1370,1611)
branch-heading: மேல்கச்சிராப்பட்டு கிளை xyxy=(142,2123,323,2141)
booth-member: கோ.சூர்யா, 223, பிரதான சாலை, நார்சாம்பாடி, திருவண்ணாமலை. xyxy=(135,1647,327,1681)
panchayat-label: விஸ்வந்தாங்கல் ஊராட்சி xyxy=(499,927,676,948)
booth-number: பாகம் – 195 xyxy=(1134,1663,1178,1696)
booth-heading: பாக அமைப்பாளர்கள் : xyxy=(516,1736,659,1752)
branch-heading: பெருந்துறைப்பட்டு கிளை xyxy=(140,347,325,365)
paragraph: துணை அமைப்பாளர்கள் : (1) ரா.பவுன்குமார், 134–ஏ, மஞ்சம்பூண்டி, மேல்செட்டிப்பட்டு, திருவண்ணாமலை. (2) தெ.ஜெயக்குமார், 257, மாரியம்மன் கோயில் தெரு, மேல்செட்டிப்பட்டு, திருவண்ணாமலை. (3) ச.சக்திவேல், 229, மாரியம்மன் கோயில் தெரு, மேல்செட்டிப்பட்டு, திருவண்ணாமலை. xyxy=(423,525,753,634)
page-roman-numeral: VII xyxy=(1424,43,1476,95)
booth-member: அ.தமிழ்ச்செல்வன், 349, நேதாஜி நகர், வேங்கிக்கால், திருவண்ணாமலை. xyxy=(1201,1217,1423,1251)
branch-heading: கலர்பாளையம் பிரதான சாலை கிளை xyxy=(455,1146,721,1164)
booth-number: பாகம் – 15 xyxy=(1134,642,1178,676)
booth-entry: பாகம் – 266 : கி.அப்பு, 501, பள்ளித் தெரு, எடக்கல், பெருந்துறைப்பட்டு, தண்டராம்பட்டு, திருவண்ணாமலை. xyxy=(68,1041,397,1097)
branch-heading: காந்திபுரம் கிளை xyxy=(172,1933,293,1951)
paragraph: துணை அமைப்பாளர்கள் : (1) சித்ரசேகர், 436, ஆதிதிராவிடர் குடியிருப்பு, 1–வது தெரு, மெய்யூர், திருவண்ணாமலை. (2) ம.மஞ்சுநாத், 516, ஆதிதிராவிடர் குடியிருப்பு, 3–வது தெரு, மெய்யூர், திருவண்ணாமலை. (3) சி.சிவபிரகாஷ், 472, ஆதிதிராவிடர் குடியிருப்பு, 3–வது தெரு, மெய்யூர், திருவண்ணாமலை. xyxy=(778,914,1108,1023)
booth-number: பாகம் – 198 xyxy=(1134,1787,1178,1820)
booth-heading: பாக அமைப்பாளர்கள் : xyxy=(1227,451,1370,466)
booth-entry: பாகம் – 21 : வி.சக்தி, 1526, மின் நகர் 4–வது தெரு, வேங்கிக்கால், திருவண்ணாமலை. xyxy=(1134,907,1464,944)
branch-heading: மெய்யூர் ஆதிதிராவிடர் குடியிருப்பு கிளை xyxy=(793,841,1093,859)
booth-member: பா.ஸ்ரீராம், 774–சி, அன்னை நகர் 1–வது தெரு, வேங்கிக்கால், திருவண்ணாமலை. xyxy=(1201,766,1434,800)
paragraph: துணை அமைப்பாளர்கள் : (1) க.சக்திவேல், 95, நேதாஜி தெரு, மெய்யூர், திருவண்ணாமலை. (2) கு.லோகேஷ் ஹரிகரன், 22/24, எல்லையன் கோயில் தெரு, மெய்யூர், திருவண்ணாமலை. (3) ச.அருண்குமார், 395, பள்ளிக்கூடத் தெரு, மெய்யூர், திருவண்ணாமலை. xyxy=(778,1446,1108,1536)
branch-heading: நார்ச்சாம்பாடி கிளை xyxy=(160,1181,305,1199)
booth-number: பாகம் – 17 xyxy=(1134,724,1178,758)
booth-member: ஏ.சந்தீஷ், 44, மாரியம்மன் கோயில் தெரு, விஸ்வந்தாங்கல், தண்டராம்பட்டு, திருவண்ணாமலை. xyxy=(491,1762,731,1814)
panchayat-heading xyxy=(68,1694,397,1716)
booth-member: கு.பழனி, 16, மேல்புத்தியந்தல், திருவண்ணாமலை. xyxy=(491,2305,670,2339)
paragraph: அமைப்பாளர் : த.கந்தோஷ்குமார், 100, மாரியம்மன் கோயில் தெரு, கீழ்செட்டிப்பட்டு, திருவண்ணாமலை. xyxy=(423,192,753,226)
rising-sun-icon xyxy=(798,51,835,87)
booth-entry: பாகம் – 27 : மி.சாம்ராஜ், 363–ஜி, நேதாஜி நகர், வேங்கிக்கால், திருவண்ணாமலை. xyxy=(1134,1174,1464,1211)
branch-heading: வேங்கிக்கால் அன்சுகம் கிளை xyxy=(837,1916,1050,1935)
paragraph: அமைப்பாளர் : ம.சேதுபதி, 1611–ஏ, அன்னை அஞ்சுகம் நகர், வேங்கிக்கால், திருவண்ணாமலை. xyxy=(778,1945,1108,1979)
booth-number: பாகம் – 211 xyxy=(423,838,467,872)
booth-member: பா.அஜீ, 1/34, பிள்ளையார் கோயில் தெரு, பெருந்துறைப்பட்டு, தண்டராம்பட்டு, திருவண்ணாமலை. xyxy=(135,922,382,975)
paragraph: அமைப்பாளர் : வேல்விஜயகுமார், 613/ஏ, இடுக்குபிள்ளையார் கோயில்நகர், 3–வதுதெரு, வேங்கிக்கால், திருவண்ணாமலை. xyxy=(778,1755,1108,1808)
booth-number: பாகம் – 20 xyxy=(1134,849,1178,882)
booth-entry: பாகம் – 201 : க.பாஸ்கரன், 15, பிள்ளையார் கோயில் தெரு, மேலத்திக்கான், திருவண்ணாமலை. xyxy=(778,419,1108,456)
panchayat-heading xyxy=(423,425,753,446)
booth-entry: பாகம் – 209 : ஜெ.சீனிவாசன், 22–ஏ, நடுத் தெரு, மேல்கச்சிராப்பட்டு, திருவண்ணாமலை. xyxy=(68,2377,397,2415)
paragraph: அமைப்பாளர் : தே.அரிஸ்ட்டாடில், 32/2, தண்டராம்பட்டு பிரதான சாலை, மேல்செட்டிப்பட்டு, திருவண்ணாமலை. xyxy=(423,481,753,515)
branch-heading: மேல்கச்சிராப்பட்டு ஆதிதிராவிடர் குடியிருப்பு கிளை xyxy=(70,1722,395,1761)
booth-member: கூ.பெரியான், 1–என்,ஏ, பழையனூர் பிரதான சாலை, பேராயம்பட்டு, தண்டராம்பட்டு, திருவண்ணாமலை. xyxy=(135,253,390,306)
paragraph: துணை அமைப்பாளர்கள் : (1) கோ.துரை, விஸ்வந்தாங்கல், கலர்பாளையம், திருவண்ணாமலை. (2) க.மணிகண்டன், பிள்ளையார் கோயில் தெரு, விஸ்வந்தாங்கல், கலர்பாளையம், திருவண்ணாமலை. (3) கா.நவீன்குமார், 234, பிள்ளையார் கோயில் தெரு, கலர்பாளையம், திருவண்ணாமலை. xyxy=(423,1219,753,1328)
booth-member: மு.தமிழ்பாண்டி, 291, பள்ளிக்கூடத் தெரு, மெய்யூர், திருவண்ணாமலை. xyxy=(846,1569,1087,1603)
paragraph: துணை அமைப்பாளர்கள் : (1) ப.ஜெயச்சந்திரன், 1748, சந்தோஷ் நகர், வேங்கிக்கால், திருவண்ணாமலை. (2) மு.லோகநாதன், 1638, அன்னை அஞ்சுகம் நகர், வேங்கிக்கால், திருவண்ணாமலை. xyxy=(778,1989,1108,2060)
branch-heading: மேலத்திகான் கிளை xyxy=(872,243,1014,261)
column-2 xyxy=(410,119,766,2442)
booth-number: பாகம் – 229 xyxy=(68,1647,112,1681)
booth-number: பாகம் – 12 xyxy=(1134,518,1178,551)
branch-heading: வேங்கிக்கால் அசோக் நகர் கிளை xyxy=(1181,128,1417,146)
booth-entry: பாகம் – 227 : ராபூவராஜ், 243, கோட்டைமேட்டுத் தெரு, மெய்யூர், திருவண்ணாமலை. xyxy=(778,1650,1108,1688)
booth-entry: பாகம் – 15 : தா.வினோத்குமார், 1682, வேலூர் சாலை, வேங்கிக்கால், திருவண்ணாமலை. xyxy=(1134,640,1464,677)
branch-heading: சு.பள்ளியம்பட்டு கிளை xyxy=(1213,1903,1384,1921)
booth-member: வெ.விஜ்ணு, 312, சாலைத் தெரு, அரசம்பட்டு, திருவண்ணாமலை. xyxy=(491,378,680,412)
booth-entry: பாகம் – 211 : சி.ஆனந்த், 603, நடுத்தெரு, மேல்செட்டிப்பட்டு, திருவண்ணாமலை. xyxy=(423,837,753,874)
panchayat-label: வேங்கிக்கால் ஊராட்சி xyxy=(864,1699,1023,1720)
panchayat-heading xyxy=(1134,1875,1464,1896)
paragraph: துணை அமைப்பாளர்கள் : (1) மு.தினேஷ் கார்த்திக், 539, பள்ளிக்கூடத் தெரு, பெருந்துறைப்பட்டு, திருவண்ணாமலை. (2) கி.கிஷோர், 425, பிரதான சாலை, எடக்கல், பெருந்துறைப்பட்டு, திருவண்ணாமலை. xyxy=(68,818,397,889)
paragraph: அமைப்பாளர் : தி.அஜித், 121, தண்ணீர் தொட்டித் தெரு, மலப்பாம்பாடி, திருவண்ணாமலை. xyxy=(1134,2142,1464,2176)
panchayat-label: மலப்பாம்பாடி ஊராட்சி xyxy=(1216,1875,1381,1896)
paragraph: துணை அமைப்பாளர்கள் : (1) விநாயேஷ்கண்ணன், பிரதான சாலை, கீழ்கச்சிராப்பட்டு, திருவண்ணாமலை. (2) பா.பார்த்திபன், பிரதான சாலை, கீழ்கச்சிராப்பட்டு, திருவண்ணாமலை. (3) ஏ.சந்துரேசன், பிரதான சாலை, கீழ்கச்சிராப்பட்டு, திருவண்ணாமலை. xyxy=(423,2121,753,2211)
booth-number: பாகம் – 194 xyxy=(1134,1621,1178,1655)
